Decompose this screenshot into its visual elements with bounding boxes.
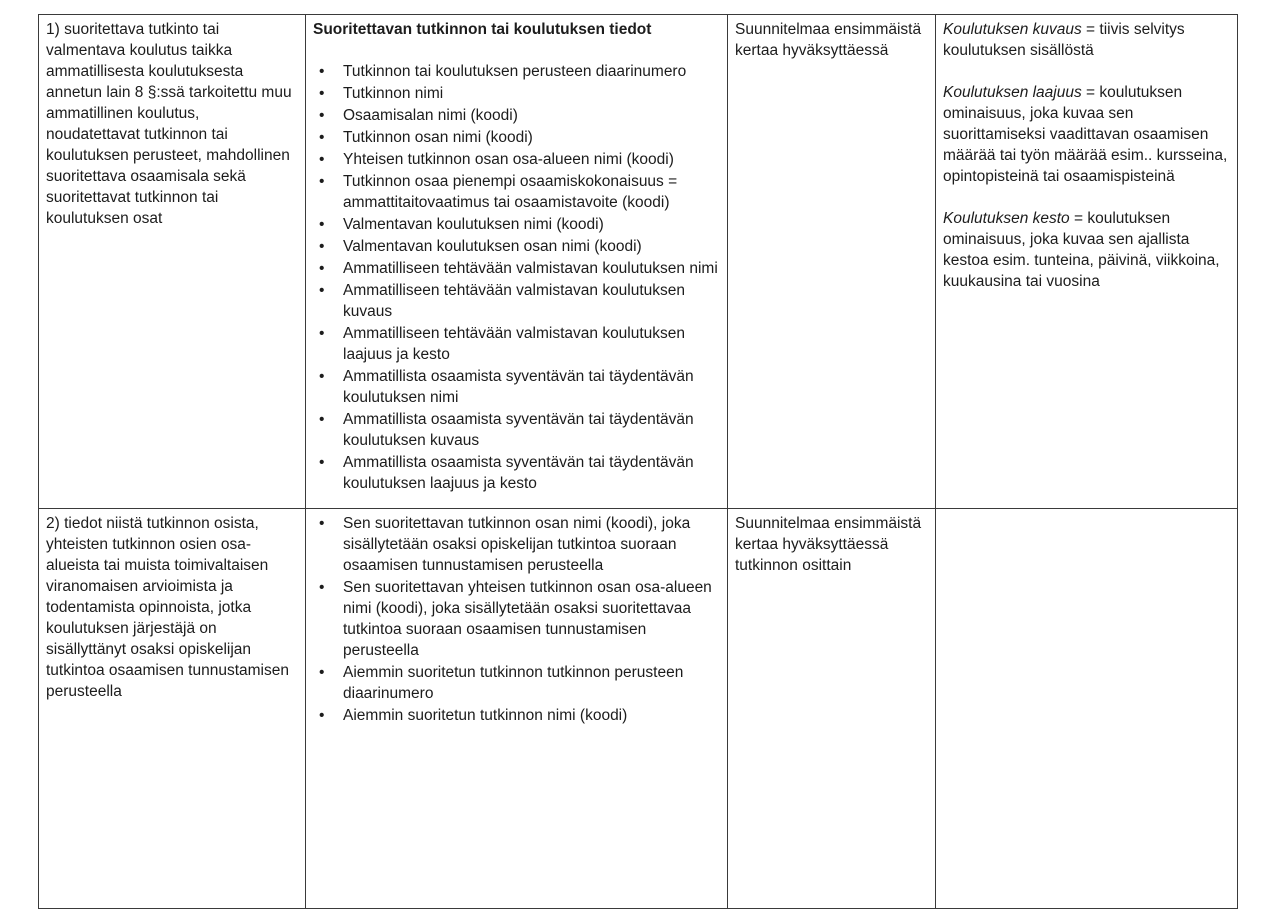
bullet-item: • Tutkinnon nimi — [313, 83, 719, 104]
bullet-item: • Tutkinnon tai koulutuksen perusteen diaarinumero — [313, 61, 719, 82]
definition-paragraph — [943, 82, 1229, 187]
column-heading: Suoritettavan tutkinnon tai koulutuksen tiedot — [313, 21, 652, 38]
definition-text: = koulutuksen ominaisuus, joka kuvaa sen ajallista kestoa esim. tunteina, päivinä, viikkoina, kuukausina tai vuosina — [943, 210, 1220, 290]
bullet-item: • Ammatillista osaamista syventävän tai täydentävän koulutuksen laajuus ja kesto — [313, 452, 719, 494]
bullet-item: • Sen suoritettavan tutkinnon osan nimi (koodi), joka sisällytetään osaksi opiskelijan tutkintoa suoraan osaamisen tunnustamisen perusteella — [313, 513, 719, 576]
definition-term: Koulutuksen kesto — [943, 210, 1070, 227]
cell-definitions-2 — [936, 509, 1238, 909]
requirements-table — [38, 14, 1238, 909]
cell-timing-1 — [728, 15, 936, 509]
definition-text: = tiivis selvitys koulutuksen sisällöstä — [943, 21, 1185, 59]
bullet-item: • Ammatillista osaamista syventävän tai täydentävän koulutuksen kuvaus — [313, 409, 719, 451]
bullet-item: • Ammatillista osaamista syventävän tai täydentävän koulutuksen nimi — [313, 366, 719, 408]
timing-text: Suunnitelmaa ensimmäistä kertaa hyväksyttäessä — [735, 21, 922, 59]
bullet-item: • Ammatilliseen tehtävään valmistavan koulutuksen nimi — [313, 258, 719, 279]
bullet-item: • Tutkinnon osaa pienempi osaamiskokonaisuus = ammattitaitovaatimus tai osaamistavoite (koodi) — [313, 171, 719, 213]
definition-term: Koulutuksen laajuus — [943, 84, 1082, 101]
bullet-item: • Sen suoritettavan yhteisen tutkinnon osan osa-alueen nimi (koodi), joka sisällytetään osaksi suoritettavaa tutkintoa suoraan osaamisen tunnustamisen perusteella — [313, 577, 719, 661]
bullet-item: • Osaamisalan nimi (koodi) — [313, 105, 719, 126]
cell-requirement-2 — [39, 509, 306, 909]
details-bullet-list — [313, 513, 719, 726]
definition-paragraph — [943, 208, 1229, 292]
definition-text: = koulutuksen ominaisuus, joka kuvaa sen suorittamiseksi vaadittavan osaamisen määrää tai työn määrää esim.. kursseina, opintopisteinä tai osaamispisteinä — [943, 84, 1228, 185]
bullet-item: • Aiemmin suoritetun tutkinnon tutkinnon perusteen diaarinumero — [313, 662, 719, 704]
bullet-item: • Valmentavan koulutuksen nimi (koodi) — [313, 214, 719, 235]
definition-paragraph — [943, 19, 1229, 61]
table-row — [39, 15, 1238, 509]
table-row — [39, 509, 1238, 909]
timing-text: Suunnitelmaa ensimmäistä kertaa hyväksyttäessä tutkinnon osittain — [735, 515, 922, 574]
bullet-item: • Yhteisen tutkinnon osan osa-alueen nimi (koodi) — [313, 149, 719, 170]
bullet-item: • Valmentavan koulutuksen osan nimi (koodi) — [313, 236, 719, 257]
bullet-item: • Aiemmin suoritetun tutkinnon nimi (koodi) — [313, 705, 719, 726]
cell-requirement-1 — [39, 15, 306, 509]
cell-details-1 — [306, 15, 728, 509]
definition-term: Koulutuksen kuvaus — [943, 21, 1082, 38]
requirement-text: 1) suoritettava tutkinto tai valmentava koulutus taikka ammatillisesta koulutuksesta annetun lain 8 §:ssä tarkoitettu muu ammatillinen koulutus, noudatettavat tutkinnon tai koulutuksen perusteet, mahdollinen suoritettava osaamisala sekä suoritettavat tutkinnon tai koulutuksen osat — [46, 21, 292, 227]
requirement-text: 2) tiedot niistä tutkinnon osista, yhteisten tutkinnon osien osa-alueista tai muista toimivaltaisen viranomaisen arvioimista ja todentamista opinnoista, jotka koulutuksen järjestäjä on sisällyttänyt osaksi opiskelijan tutkintoa osaamisen tunnustamisen perusteella — [46, 515, 289, 700]
bullet-item: • Tutkinnon osan nimi (koodi) — [313, 127, 719, 148]
cell-timing-2 — [728, 509, 936, 909]
bullet-item: • Ammatilliseen tehtävään valmistavan koulutuksen laajuus ja kesto — [313, 323, 719, 365]
cell-definitions-1 — [936, 15, 1238, 509]
cell-details-2 — [306, 509, 728, 909]
details-bullet-list — [313, 61, 719, 494]
bullet-item: • Ammatilliseen tehtävään valmistavan koulutuksen kuvaus — [313, 280, 719, 322]
